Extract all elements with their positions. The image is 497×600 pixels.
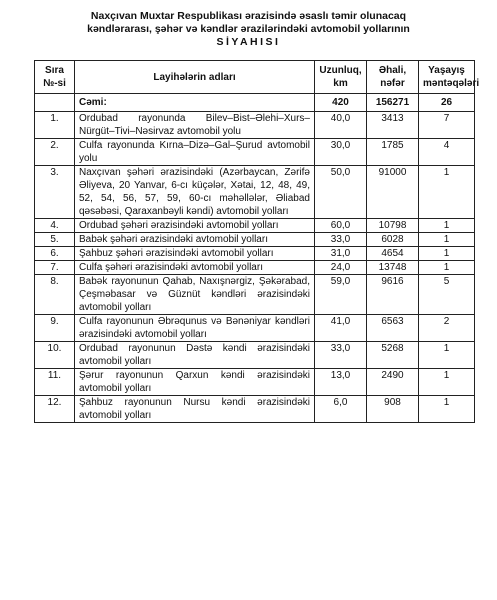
row-length: 13,0 [315,369,367,396]
header-population: Əhali, nəfər [367,61,419,94]
row-number: 11. [35,369,75,396]
table-header-row [35,61,475,94]
row-number: 5. [35,233,75,247]
row-project-name: Şahbuz şəhəri ərazisindəki avtomobil yolları [75,247,315,261]
row-settlements: 1 [419,261,475,275]
row-length: 30,0 [315,139,367,166]
row-settlements: 1 [419,166,475,219]
row-number: 3. [35,166,75,219]
total-population: 156271 [367,94,419,112]
table-row [35,369,475,396]
row-population: 9616 [367,275,419,315]
row-number: 2. [35,139,75,166]
document-title [0,10,497,49]
header-settlements: Yaşayış məntəqələri [419,61,475,94]
row-settlements: 1 [419,247,475,261]
row-population: 91000 [367,166,419,219]
row-project-name: Şahbuz rayonunun Nursu kəndi ərazisindəki avtomobil yolları [75,396,315,423]
row-population: 3413 [367,112,419,139]
table-row [35,396,475,423]
row-number: 9. [35,315,75,342]
row-settlements: 1 [419,396,475,423]
row-project-name: Naxçıvan şəhəri ərazisindəki (Azərbaycan, Zərifə Əliyeva, 20 Yanvar, 6-cı küçələr, Xətai, 12, 48, 49, 52, 54, 56, 57, 59, 60-cı məhəllələr, Əliabad qəsəbəsi, Qaraxanbəyli kəndi) avtomobil yolları [75,166,315,219]
row-length: 33,0 [315,342,367,369]
title-line-1: Naxçıvan Muxtar Respublikası ərazisində əsaslı təmir olunacaq [90,10,407,22]
row-population: 1785 [367,139,419,166]
total-label: Cəmi: [75,94,315,112]
row-settlements: 1 [419,219,475,233]
row-length: 40,0 [315,112,367,139]
row-settlements: 4 [419,139,475,166]
row-project-name: Ordubad rayonunda Bilev–Bist–Əlehi–Xurs–Nürgüt–Tivi–Nəsirvaz avtomobil yolu [75,112,315,139]
table-row [35,342,475,369]
row-population: 4654 [367,247,419,261]
row-number: 8. [35,275,75,315]
row-settlements: 5 [419,275,475,315]
row-number: 4. [35,219,75,233]
row-number: 12. [35,396,75,423]
row-length: 59,0 [315,275,367,315]
row-number: 1. [35,112,75,139]
table-row [35,315,475,342]
row-project-name: Culfa rayonunun Əbrəqunus və Bənəniyar kəndləri ərazisindəki avtomobil yolları [75,315,315,342]
total-settlements: 26 [419,94,475,112]
row-length: 33,0 [315,233,367,247]
row-population: 908 [367,396,419,423]
header-length: Uzunluq, km [315,61,367,94]
row-project-name: Babək rayonunun Qahab, Naxışnərgiz, Şəkərabad, Çeşməbasar və Güznüt kəndləri ərazisindəki avtomobil yolları [75,275,315,315]
row-settlements: 1 [419,369,475,396]
table-row [35,139,475,166]
row-population: 5268 [367,342,419,369]
row-population: 6028 [367,233,419,247]
row-project-name: Culfa şəhəri ərazisindəki avtomobil yolları [75,261,315,275]
roads-table [34,60,480,423]
row-length: 50,0 [315,166,367,219]
table-row [35,112,475,139]
title-line-2: kəndlərarası, şəhər və kəndlər ərazilərindəki avtomobil yollarının [87,23,410,35]
row-project-name: Ordubad şəhəri ərazisindəki avtomobil yolları [75,219,315,233]
row-settlements: 2 [419,315,475,342]
row-population: 10798 [367,219,419,233]
table-row [35,247,475,261]
total-length: 420 [315,94,367,112]
table-row [35,219,475,233]
row-population: 13748 [367,261,419,275]
row-settlements: 1 [419,233,475,247]
row-length: 60,0 [315,219,367,233]
row-length: 24,0 [315,261,367,275]
row-length: 6,0 [315,396,367,423]
table-row [35,233,475,247]
total-row [35,94,475,112]
row-population: 6563 [367,315,419,342]
table-row [35,275,475,315]
row-length: 31,0 [315,247,367,261]
row-length: 41,0 [315,315,367,342]
table-row [35,261,475,275]
row-number: 7. [35,261,75,275]
header-name: Layihələrin adları [75,61,315,94]
header-no: Sıra №-si [35,61,75,94]
row-number: 6. [35,247,75,261]
row-number: 10. [35,342,75,369]
table-row [35,166,475,219]
row-population: 2490 [367,369,419,396]
row-project-name: Ordubad rayonunun Dəstə kəndi ərazisindəki avtomobil yolları [75,342,315,369]
row-settlements: 7 [419,112,475,139]
title-line-3: SİYAHISI [216,36,281,48]
row-project-name: Culfa rayonunda Kırna–Dizə–Gal–Şurud avtomobil yolu [75,139,315,166]
row-project-name: Şərur rayonunun Qarxun kəndi ərazisindəki avtomobil yolları [75,369,315,396]
row-project-name: Babək şəhəri ərazisindəki avtomobil yolları [75,233,315,247]
row-settlements: 1 [419,342,475,369]
